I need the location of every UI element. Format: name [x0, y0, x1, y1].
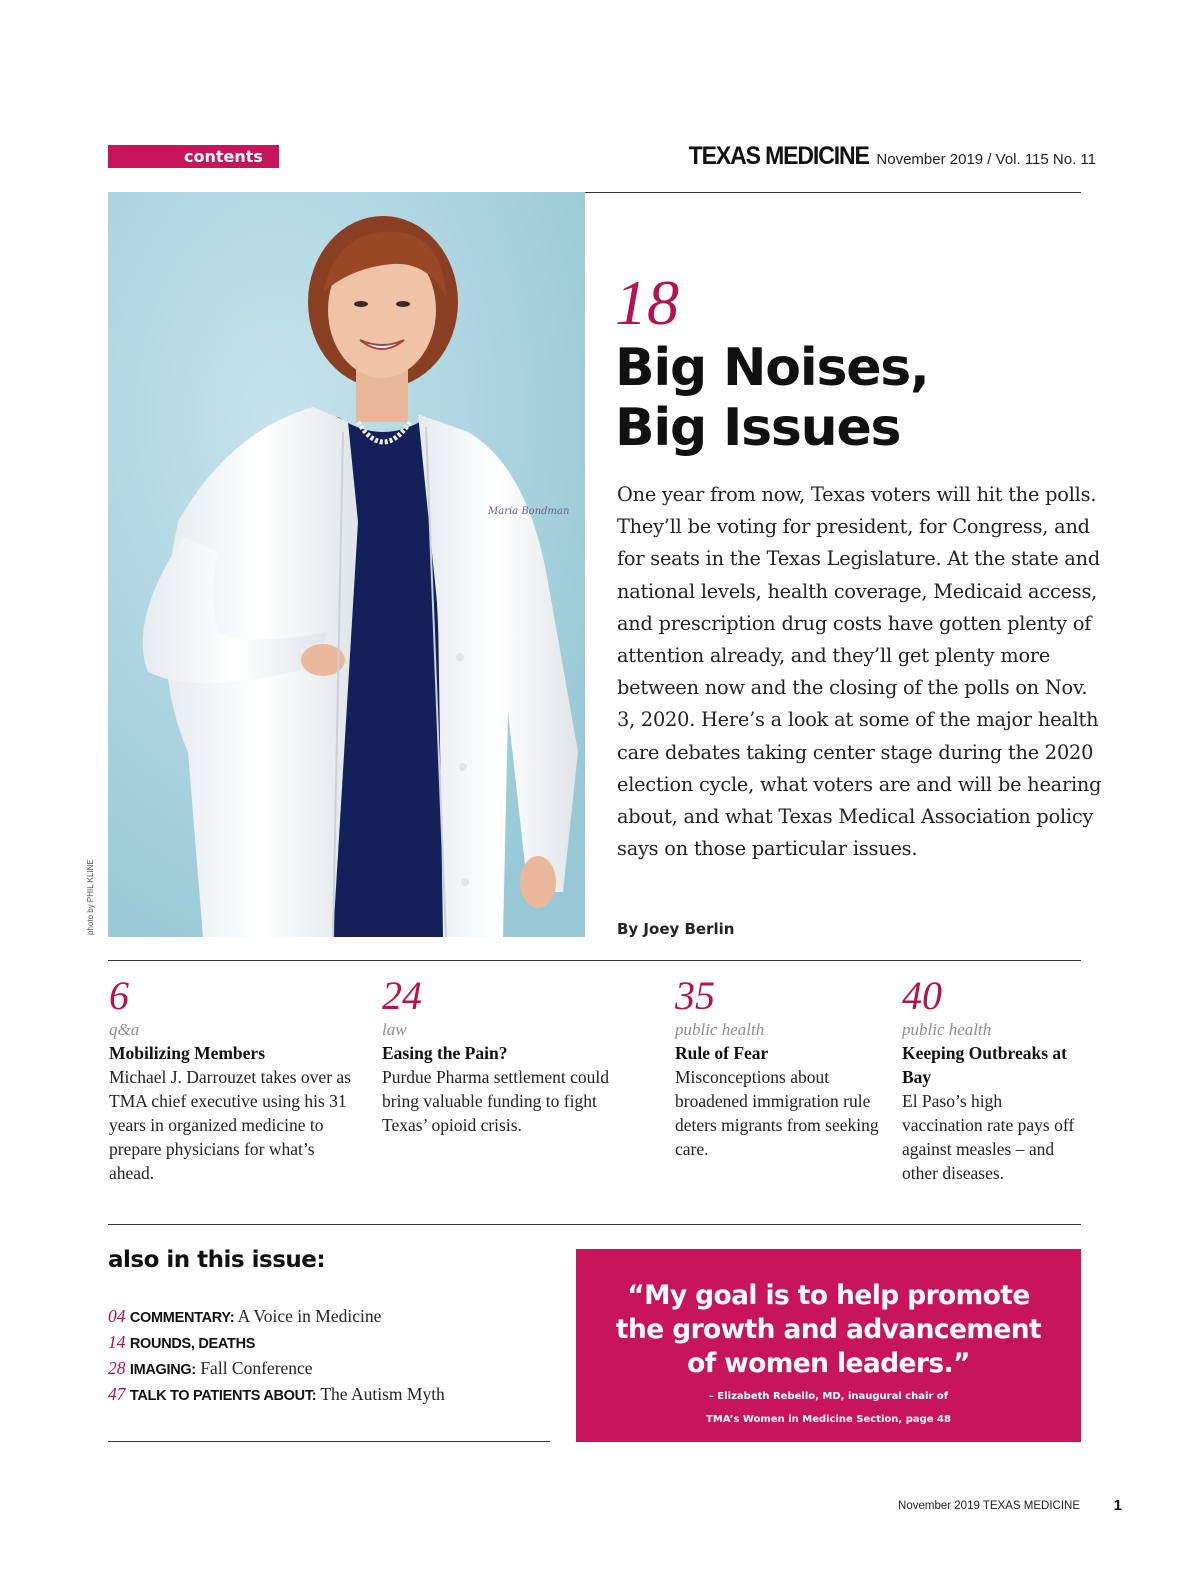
also-page: 04: [108, 1306, 126, 1326]
also-list: [108, 1304, 445, 1408]
masthead: [673, 142, 1096, 171]
also-text: Fall Conference: [200, 1358, 313, 1378]
feature-rule: [108, 960, 1081, 961]
section-tab: contents: [108, 145, 279, 168]
page-footer: [898, 1497, 1122, 1514]
story-page-number: 35: [675, 973, 715, 1018]
story-description: El Paso’s high vaccination rate pays off against measles – and other diseases.: [902, 1091, 1075, 1183]
story-item[interactable]: [902, 973, 1087, 1185]
page-number: 1: [1113, 1497, 1122, 1514]
story-category: law: [382, 1020, 407, 1039]
story-category: public health: [675, 1020, 765, 1039]
quote-line: of women leaders.”: [687, 1348, 970, 1379]
also-text: The Autism Myth: [320, 1384, 445, 1404]
feature-page-number: 18: [615, 267, 679, 338]
feature-byline: By Joey Berlin: [617, 920, 735, 938]
also-page: 14: [108, 1332, 126, 1352]
quote-line: “My goal is to help promote: [627, 1280, 1030, 1311]
feature-title-line2: Big Issues: [615, 398, 901, 458]
feature-title-line1: Big Noises,: [615, 338, 929, 398]
stories-rule: [108, 1224, 1081, 1225]
story-category: q&a: [109, 1020, 140, 1039]
issue-line: November 2019 / Vol. 115 No. 11: [876, 151, 1096, 168]
story-headline: Mobilizing Members: [109, 1043, 266, 1063]
story-headline: Keeping Outbreaks at Bay: [902, 1043, 1067, 1087]
pull-quote-attribution: [576, 1385, 1081, 1431]
story-description: Misconceptions about broadened immigration rule deters migrants from seeking care.: [675, 1067, 879, 1159]
story-item[interactable]: [109, 973, 359, 1185]
pull-quote-text: [576, 1279, 1081, 1381]
magazine-name: TEXAS MEDICINE: [688, 142, 869, 170]
also-page: 47: [108, 1384, 126, 1404]
attribution-line: TMA’s Women in Medicine Section, page 48: [706, 1414, 951, 1425]
story-page-number: 6: [109, 973, 129, 1018]
cover-photo: [108, 192, 585, 937]
attribution-line: – Elizabeth Rebello, MD, inaugural chair of: [708, 1391, 949, 1402]
photo-credit: photo by PHIL KLINE: [86, 859, 95, 935]
story-page-number: 24: [382, 973, 422, 1018]
also-section: IMAGING:: [129, 1362, 196, 1378]
story-description: Purdue Pharma settlement could bring valuable funding to fight Texas’ opioid crisis.: [382, 1067, 609, 1135]
header-rule: [585, 192, 1081, 193]
also-rule: [108, 1441, 550, 1442]
also-section: ROUNDS, DEATHS: [129, 1336, 256, 1352]
also-item[interactable]: [108, 1304, 445, 1330]
doctor-portrait: [108, 192, 585, 937]
also-heading: also in this issue:: [108, 1247, 326, 1273]
also-section: TALK TO PATIENTS ABOUT:: [129, 1388, 317, 1404]
feature-body: One year from now, Texas voters will hit the polls. They’ll be voting for president, for Congress, and for seats in the Texas Legislature. At the state and national levels, health coverage, Medicaid access, and prescription drug costs have gotten plenty of attention already, and they’ll get plenty more between now and the closing of the polls on Nov. 3, 2020. Here’s a look at some of the major health care debates taking center stage during the 2020 election cycle, what voters are and will be hearing about, and what Texas Medical Association policy says on those particular issues.: [617, 483, 1102, 861]
pull-quote-box[interactable]: [576, 1249, 1081, 1442]
story-category: public health: [902, 1020, 992, 1039]
story-description: Michael J. Darrouzet takes over as TMA chief executive using his 31 years in organized medicine to prepare physicians for what’s ahead.: [109, 1067, 351, 1183]
story-headline: Rule of Fear: [675, 1043, 769, 1063]
footer-text: November 2019 TEXAS MEDICINE: [898, 1500, 1080, 1512]
story-item[interactable]: [382, 973, 632, 1137]
also-item[interactable]: [108, 1330, 445, 1356]
story-item[interactable]: [675, 973, 885, 1161]
story-page-number: 40: [902, 973, 942, 1018]
also-text: A Voice in Medicine: [237, 1306, 382, 1326]
also-item[interactable]: [108, 1356, 445, 1382]
feature-title: [615, 338, 1085, 458]
quote-line: the growth and advancement: [615, 1314, 1042, 1345]
coat-embroidery: Maria Bondman: [488, 506, 570, 517]
also-page: 28: [108, 1358, 126, 1378]
story-headline: Easing the Pain?: [382, 1043, 508, 1063]
also-item[interactable]: [108, 1382, 445, 1408]
also-section: COMMENTARY:: [129, 1310, 235, 1326]
